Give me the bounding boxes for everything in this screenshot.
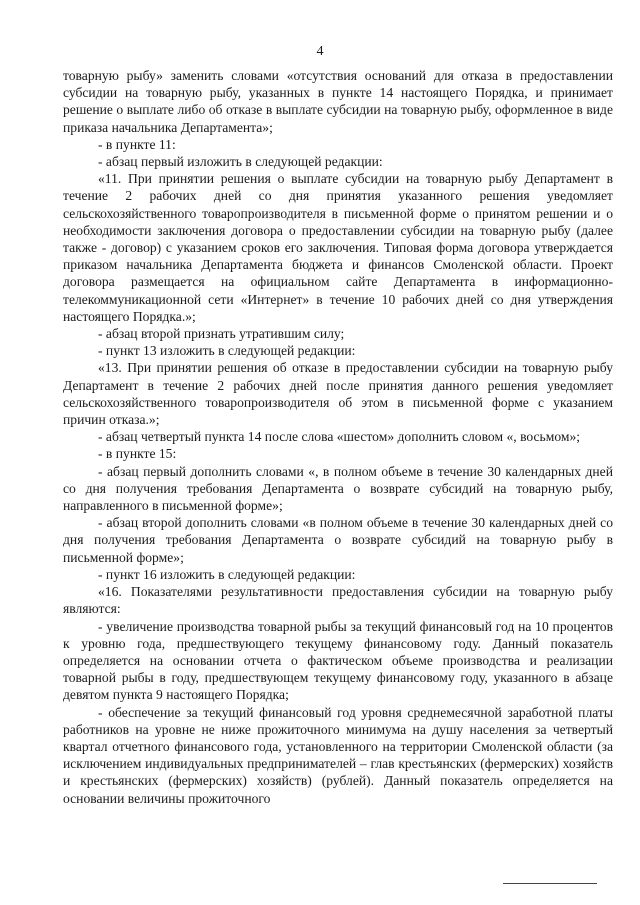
paragraph: - абзац первый изложить в следующей редакции: bbox=[98, 154, 383, 170]
paragraph: - пункт 13 изложить в следующей редакции: bbox=[98, 343, 356, 359]
paragraph: - в пункте 11: bbox=[98, 136, 176, 152]
paragraph: - увеличение производства товарной рыбы за текущий финансовый год на 10 процентов к уровню года, предшествующего текущему финансовому году. Данный показатель определяется на основании отчета о фактическом объеме производства и реализации товарной рыбы в году, предшествующем текущему финансовому году, указанного в абзаце девятом пункта 9 настоящего Порядка; bbox=[63, 618, 613, 703]
paragraph: «13. При принятии решения об отказе в предоставлении субсидии на товарную рыбу Департамент в течение 2 рабочих дней после принятия данного решения уведомляет сельскохозяйственного товаропроизводителя об этом в письменной форме с указанием причин отказа.»; bbox=[63, 360, 613, 428]
paragraph: - абзац первый дополнить словами «, в полном объеме в течение 30 календарных дней со дня получения требования Департамента о возврате субсидий на товарную рыбу, направленного в письменной форме»; bbox=[63, 463, 613, 514]
paragraph: - обеспечение за текущий финансовый год уровня среднемесячной заработной платы работников на уровне не ниже прожиточного минимума на душу населения за четвертый квартал отчетного финансового года, установленного на территории Смоленской области (за исключением индивидуальных предпринимателей – глав крестьянских (фермерских) хозяйств и крестьянских (фермерских) хозяйств) (рублей). Данный показатель определяется на основании величины прожиточного bbox=[63, 704, 613, 806]
paragraph: - абзац второй признать утратившим силу; bbox=[98, 326, 345, 342]
paragraph: «16. Показателями результативности предоставления субсидии на товарную рыбу являются: bbox=[63, 584, 613, 617]
paragraph: товарную рыбу» заменить словами «отсутствия оснований для отказа в предоставлении субсидии на товарную рыбу, указанных в пункте 14 настоящего Порядка, и принимает решение о выплате либо об отказе в выплате субсидии на товарную рыбу, оформленное в виде приказа начальника Департамента»; bbox=[63, 68, 613, 135]
paragraph: - в пункте 15: bbox=[98, 446, 177, 462]
footer-rule bbox=[503, 883, 597, 884]
paragraph: - абзац второй дополнить словами «в полном объеме в течение 30 календарных дней со дня получения требования Департамента о возврате субсидий на товарную рыбу в письменной форме»; bbox=[63, 515, 613, 565]
paragraph: «11. При принятии решения о выплате субсидии на товарную рыбу Департамент в течение 2 рабочих дней со дня принятия указанного решения уведомляет сельскохозяйственного товаропроизводителя в письменной форме о принятом решении и о необходимости заключения договора о предоставлении субсидии на товарную рыбу (далее также - договор) с указанием сроков его заключения. Типовая форма договора утверждается приказом начальника Департамента бюджета и финансов Смоленской области. Проект договора размещается на официальном сайте Департамента в информационно-телекоммуникационной сети «Интернет» в течение 10 рабочих дней со дня утверждения настоящего Порядка.»; bbox=[63, 171, 613, 324]
page-number: 4 bbox=[316, 44, 324, 59]
paragraph: - пункт 16 изложить в следующей редакции: bbox=[98, 566, 356, 582]
paragraph: - абзац четвертый пункта 14 после слова «шестом» дополнить словом «, восьмом»; bbox=[98, 429, 581, 445]
document-body bbox=[63, 67, 613, 807]
